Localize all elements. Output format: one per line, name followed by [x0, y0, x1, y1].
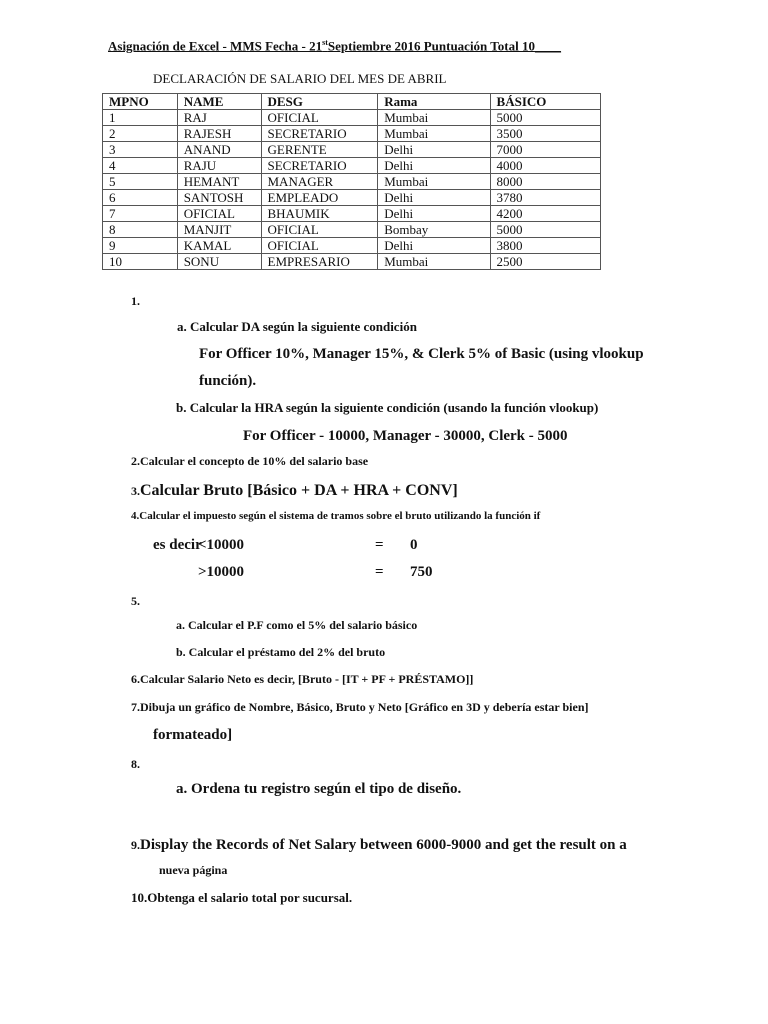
question-7-line1: 7.Dibuja un gráfico de Nombre, Básico, Bruto y Neto [Gráfico en 3D y debería estar bien] [131, 700, 589, 714]
tax-value-2: 750 [410, 564, 433, 580]
question-5a: a. Calcular el P.F como el 5% del salario básico [176, 618, 418, 632]
table-cell: 3780 [490, 190, 600, 206]
table-row [103, 126, 601, 142]
question-9-line2: nueva página [159, 863, 228, 877]
tax-condition-lt: <10000 [198, 537, 245, 553]
table-cell: Delhi [378, 206, 490, 222]
table-cell: 8 [103, 222, 178, 238]
question-9-number: 9. [131, 838, 140, 852]
table-cell: 9 [103, 238, 178, 254]
table-cell: BHAUMIK [261, 206, 378, 222]
table-row [103, 238, 601, 254]
table-row [103, 110, 601, 126]
question-1a-condition-line2: función). [199, 373, 257, 389]
table-cell: RAJU [177, 158, 261, 174]
table-cell: OFICIAL [261, 222, 378, 238]
question-9-text: Display the Records of Net Salary between 6000-9000 and get the result on a [140, 837, 627, 853]
header-tail: ____ [534, 38, 561, 54]
table-cell: KAMAL [177, 238, 261, 254]
column-header: MPNO [103, 94, 178, 110]
tax-equals-1: = [375, 537, 384, 553]
table-cell: Delhi [378, 190, 490, 206]
question-7-line2: formateado] [153, 727, 233, 743]
table-cell: 5000 [490, 110, 600, 126]
tax-equals-2: = [375, 564, 384, 580]
column-header: NAME [177, 94, 261, 110]
question-10: 10.Obtenga el salario total por sucursal. [131, 890, 353, 905]
table-cell: 6 [103, 190, 178, 206]
table-cell: OFICIAL [261, 110, 378, 126]
table-row [103, 206, 601, 222]
table-row [103, 174, 601, 190]
table-cell: RAJ [177, 110, 261, 126]
question-1b: b. Calcular la HRA según la siguiente condición (usando la función vlookup) [176, 400, 599, 415]
question-6: 6.Calcular Salario Neto es decir, [Bruto - [IT + PF + PRÉSTAMO]] [131, 672, 474, 686]
table-cell: 7 [103, 206, 178, 222]
table-row [103, 158, 601, 174]
table-row [103, 222, 601, 238]
table-cell: 7000 [490, 142, 600, 158]
table-cell: Mumbai [378, 126, 490, 142]
table-cell: SECRETARIO [261, 158, 378, 174]
table-body [103, 110, 601, 270]
table-cell: SONU [177, 254, 261, 270]
question-8-number: 8. [131, 757, 140, 771]
question-2: 2.Calcular el concepto de 10% del salario base [131, 454, 369, 468]
table-cell: 5000 [490, 222, 600, 238]
table-cell: GERENTE [261, 142, 378, 158]
table-row [103, 142, 601, 158]
question-3 [131, 482, 458, 500]
table-cell: EMPRESARIO [261, 254, 378, 270]
table-cell: EMPLEADO [261, 190, 378, 206]
table-cell: 3800 [490, 238, 600, 254]
table-cell: ANAND [177, 142, 261, 158]
header-superscript: st [322, 38, 328, 47]
table-cell: MANJIT [177, 222, 261, 238]
table-cell: Mumbai [378, 254, 490, 270]
table-cell: 3500 [490, 126, 600, 142]
question-1a-condition-line1: For Officer 10%, Manager 15%, & Clerk 5% of Basic (using vlookup [199, 346, 644, 362]
table-row [103, 254, 601, 270]
assignment-header [108, 38, 561, 54]
column-header: DESG [261, 94, 378, 110]
table-cell: Delhi [378, 158, 490, 174]
table-cell: 8000 [490, 174, 600, 190]
table-cell: 10 [103, 254, 178, 270]
header-part1: Asignación de Excel - MMS Fecha - 21 [108, 38, 323, 54]
question-5b: b. Calcular el préstamo del 2% del bruto [176, 645, 386, 659]
table-cell: 1 [103, 110, 178, 126]
table-cell: OFICIAL [261, 238, 378, 254]
table-cell: SANTOSH [177, 190, 261, 206]
table-cell: MANAGER [261, 174, 378, 190]
table-cell: 2500 [490, 254, 600, 270]
table-cell: 5 [103, 174, 178, 190]
table-row [103, 190, 601, 206]
table-cell: 2 [103, 126, 178, 142]
table-cell: Delhi [378, 142, 490, 158]
table-cell: HEMANT [177, 174, 261, 190]
table-cell: Mumbai [378, 174, 490, 190]
tax-condition-gt: >10000 [198, 564, 245, 580]
tax-condition-prefix: es decir [153, 537, 202, 553]
question-9 [131, 836, 627, 854]
table-cell: 4 [103, 158, 178, 174]
table-cell: Bombay [378, 222, 490, 238]
question-1a: a. Calcular DA según la siguiente condición [177, 319, 417, 334]
table-cell: SECRETARIO [261, 126, 378, 142]
document-subtitle: DECLARACIÓN DE SALARIO DEL MES DE ABRIL [153, 71, 447, 86]
question-4: 4.Calcular el impuesto según el sistema de tramos sobre el bruto utilizando la función if [131, 510, 541, 522]
header-part2: Septiembre 2016 Puntuación Total 10 [327, 38, 535, 54]
table-cell: RAJESH [177, 126, 261, 142]
salary-table [102, 93, 601, 270]
question-1b-condition: For Officer - 10000, Manager - 30000, Clerk - 5000 [243, 428, 568, 444]
table-cell: 4000 [490, 158, 600, 174]
table-cell: OFICIAL [177, 206, 261, 222]
column-header: Rama [378, 94, 490, 110]
tax-value-1: 0 [410, 537, 418, 553]
question-3-number: 3. [131, 484, 140, 498]
table-header-row [103, 94, 601, 110]
question-1-number: 1. [131, 294, 140, 308]
table-cell: 4200 [490, 206, 600, 222]
question-8a: a. Ordena tu registro según el tipo de diseño. [176, 781, 462, 797]
question-3-text: Calcular Bruto [Básico + DA + HRA + CONV] [140, 482, 458, 499]
column-header: BÁSICO [490, 94, 600, 110]
table-cell: 3 [103, 142, 178, 158]
question-5-number: 5. [131, 594, 140, 608]
table-cell: Mumbai [378, 110, 490, 126]
table-cell: Delhi [378, 238, 490, 254]
